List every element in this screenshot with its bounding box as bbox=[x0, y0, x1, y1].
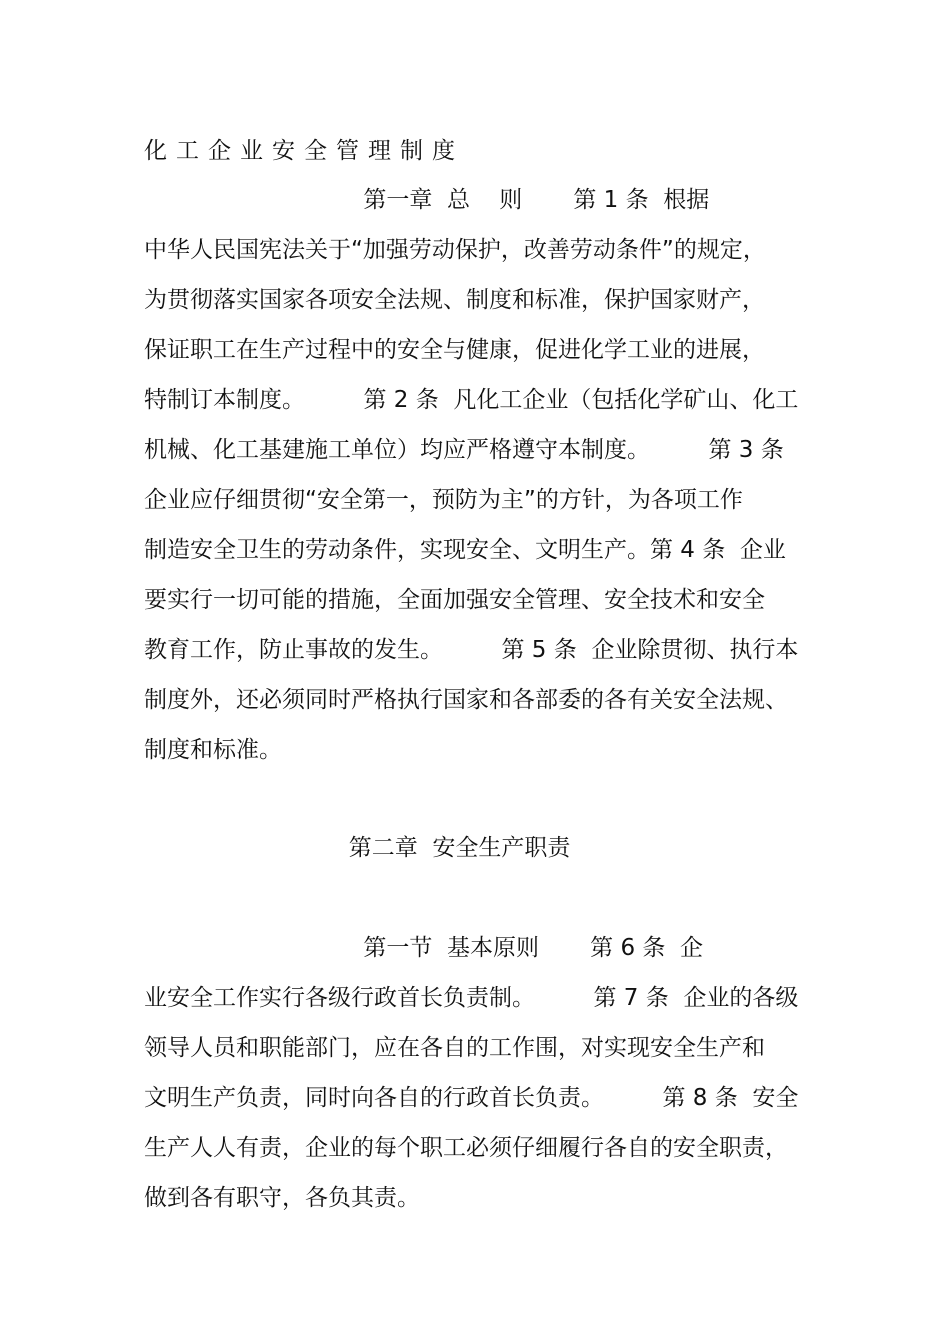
text-line-7: 企业应仔细贯彻“安全第一，预防为主”的方针，为各项工作 bbox=[144, 487, 743, 513]
text-line-12: 制度和标准。 bbox=[144, 737, 282, 763]
document-title: 化工企业安全管理制度 bbox=[144, 138, 464, 164]
text-line-9: 要实行一切可能的措施，全面加强安全管理、安全技术和安全 bbox=[144, 587, 765, 613]
text-line-6: 机械、化工基建施工单位）均应严格遵守本制度。 第 3 条 bbox=[144, 437, 784, 463]
text-line-15: 领导人员和职能部门，应在各自的工作围，对实现安全生产和 bbox=[144, 1035, 765, 1061]
text-line-18: 做到各有职守，各负其责。 bbox=[144, 1185, 420, 1211]
text-line-10: 教育工作，防止事故的发生。 第 5 条 企业除贯彻、执行本 bbox=[144, 637, 799, 663]
text-line-14: 业安全工作实行各级行政首长负责制。 第 7 条 企业的各级 bbox=[144, 985, 799, 1011]
text-line-8: 制造安全卫生的劳动条件，实现安全、文明生产。第 4 条 企业 bbox=[144, 537, 786, 563]
text-line-4: 保证职工在生产过程中的安全与健康，促进化学工业的进展， bbox=[144, 337, 765, 363]
text-line-17: 生产人人有责，企业的每个职工必须仔细履行各自的安全职责， bbox=[144, 1135, 788, 1161]
text-line-11: 制度外，还必须同时严格执行国家和各部委的各有关安全法规、 bbox=[144, 687, 788, 713]
text-line-1: 第一章 总 则 第 1 条 根据 bbox=[144, 187, 710, 213]
text-line-16: 文明生产负责，同时向各自的行政首长负责。 第 8 条 安全 bbox=[144, 1085, 799, 1111]
chapter-heading: 第二章 安全生产职责 bbox=[144, 835, 571, 861]
text-line-2: 中华人民国宪法关于“加强劳动保护，改善劳动条件”的规定， bbox=[144, 237, 766, 263]
text-line-3: 为贯彻落实国家各项安全法规、制度和标准，保护国家财产， bbox=[144, 287, 765, 313]
text-line-13: 第一节 基本原则 第 6 条 企 bbox=[144, 935, 704, 961]
text-line-5: 特制订本制度。 第 2 条 凡化工企业（包括化学矿山、化工 bbox=[144, 387, 799, 413]
